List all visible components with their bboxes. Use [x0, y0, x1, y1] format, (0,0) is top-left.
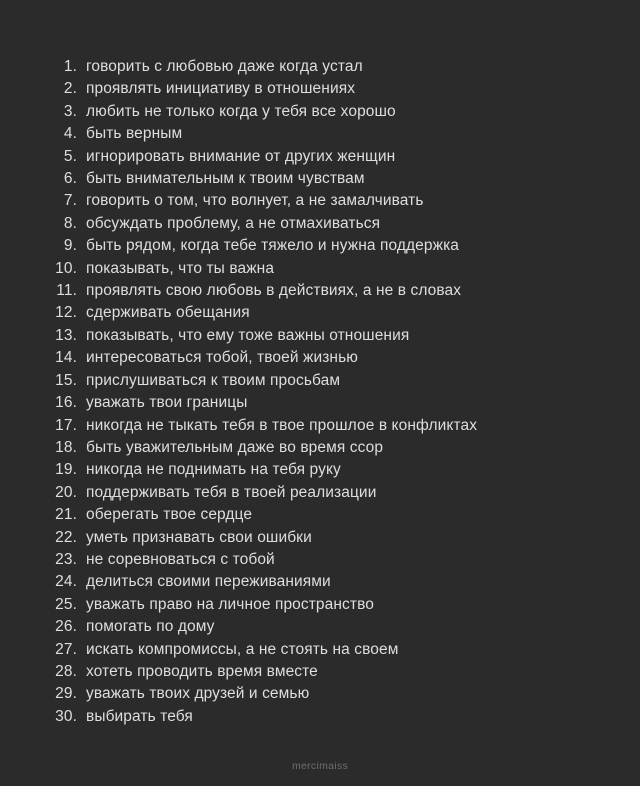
list-item-number: 9. [63, 237, 77, 255]
list-item-text: говорить о том, что волнует, а не замалчивать [86, 192, 424, 210]
list-item-number: 23. [55, 550, 77, 568]
list-item-number: 10. [55, 259, 77, 277]
list-item-number: 28. [55, 662, 77, 680]
list-item-number: 20. [55, 483, 77, 501]
list-item-number: 17. [55, 416, 77, 434]
list-item-number: 11. [56, 282, 77, 300]
list-item [40, 146, 600, 168]
list-item [40, 459, 600, 481]
list-item-text: показывать, что ему тоже важны отношения [86, 326, 410, 344]
list-item-number: 2. [63, 80, 77, 98]
list-item [40, 235, 600, 257]
list-item-text: оберегать твое сердце [86, 506, 253, 524]
list-item [40, 370, 600, 392]
list-item-number: 6. [63, 170, 77, 188]
list-item [40, 258, 600, 280]
list-item-text: выбирать тебя [86, 707, 193, 725]
list-item [40, 415, 600, 437]
list-item [40, 302, 600, 324]
list-item-number: 25. [55, 595, 77, 613]
list-item-number: 4. [63, 125, 77, 143]
list-item-text: уважать твоих друзей и семью [86, 685, 310, 703]
list-item-number: 7. [63, 192, 77, 210]
list-item-number: 5. [63, 147, 77, 165]
list-item [40, 616, 600, 638]
list-item [40, 213, 600, 235]
list-item-text: искать компромиссы, а не стоять на своем [86, 640, 399, 658]
list-item-number: 29. [55, 685, 77, 703]
list-item-number: 1. [63, 58, 77, 75]
watermark: mercimaiss [291, 760, 349, 772]
list-item-number: 21. [55, 506, 77, 524]
list-item [40, 437, 600, 459]
list-item [40, 661, 600, 683]
list-item-number: 27. [55, 640, 77, 658]
list-item-text: проявлять свою любовь в действиях, а не в словах [86, 282, 462, 300]
list-item-text: никогда не поднимать на тебя руку [86, 461, 341, 479]
list-item-text: уметь признавать свои ошибки [86, 528, 312, 546]
list-item-text: говорить с любовью даже когда устал [86, 58, 363, 75]
list-item [40, 280, 600, 302]
list-item-text: обсуждать проблему, а не отмахиваться [86, 214, 381, 232]
list-item [40, 168, 600, 190]
list-item [40, 482, 600, 504]
list-item-text: быть внимательным к твоим чувствам [86, 170, 365, 188]
list-item [40, 347, 600, 369]
list-item-number: 8. [63, 214, 77, 232]
list-item [40, 190, 600, 212]
list-item-number: 14. [55, 349, 77, 367]
list-item-text: не соревноваться с тобой [86, 550, 275, 568]
list-item-number: 12. [55, 304, 77, 322]
list-item [40, 527, 600, 549]
list-item-number: 30. [55, 707, 77, 725]
list-item-text: проявлять инициативу в отношениях [86, 80, 356, 98]
list-item-number: 3. [63, 102, 77, 120]
list-item-text: делиться своими переживаниями [86, 573, 331, 591]
list-item-text: интересоваться тобой, твоей жизнью [86, 349, 358, 367]
list-item-text: никогда не тыкать тебя в твое прошлое в конфликтах [86, 416, 478, 434]
list-item [40, 571, 600, 593]
list-item [40, 325, 600, 347]
list-item-text: быть верным [86, 125, 183, 143]
list-item-text: показывать, что ты важна [86, 259, 275, 277]
list-item [40, 639, 600, 661]
list-item [40, 78, 600, 100]
list-item [40, 392, 600, 414]
list-item-text: хотеть проводить время вместе [86, 662, 318, 680]
list-item-text: игнорировать внимание от других женщин [86, 147, 396, 165]
list-item [40, 504, 600, 526]
list-item-number: 15. [55, 371, 77, 389]
list-item-number: 16. [55, 394, 77, 412]
list-item [40, 549, 600, 571]
list-item-number: 22. [55, 528, 77, 546]
numbered-list-container [0, 56, 640, 728]
numbered-list [40, 56, 600, 728]
list-item-text: быть уважительным даже во время ссор [86, 438, 384, 456]
list-item [40, 56, 600, 78]
list-item-text: быть рядом, когда тебе тяжело и нужна поддержка [86, 237, 460, 255]
list-item [40, 683, 600, 705]
list-item-text: любить не только когда у тебя все хорошо [86, 102, 396, 120]
list-item-text: прислушиваться к твоим просьбам [86, 371, 341, 389]
list-item-text: помогать по дому [86, 618, 215, 636]
list-item-number: 26. [55, 618, 77, 636]
list-item [40, 706, 600, 728]
list-item [40, 594, 600, 616]
list-item-text: поддерживать тебя в твоей реализации [86, 483, 377, 501]
list-item-text: уважать право на личное пространство [86, 595, 374, 613]
list-item-text: сдерживать обещания [86, 304, 250, 322]
list-item-text: уважать твои границы [86, 394, 248, 412]
list-item-number: 18. [55, 438, 77, 456]
list-item [40, 101, 600, 123]
list-item-number: 19. [55, 461, 77, 479]
list-item [40, 123, 600, 145]
list-item-number: 24. [55, 573, 77, 591]
list-item-number: 13. [55, 326, 77, 344]
